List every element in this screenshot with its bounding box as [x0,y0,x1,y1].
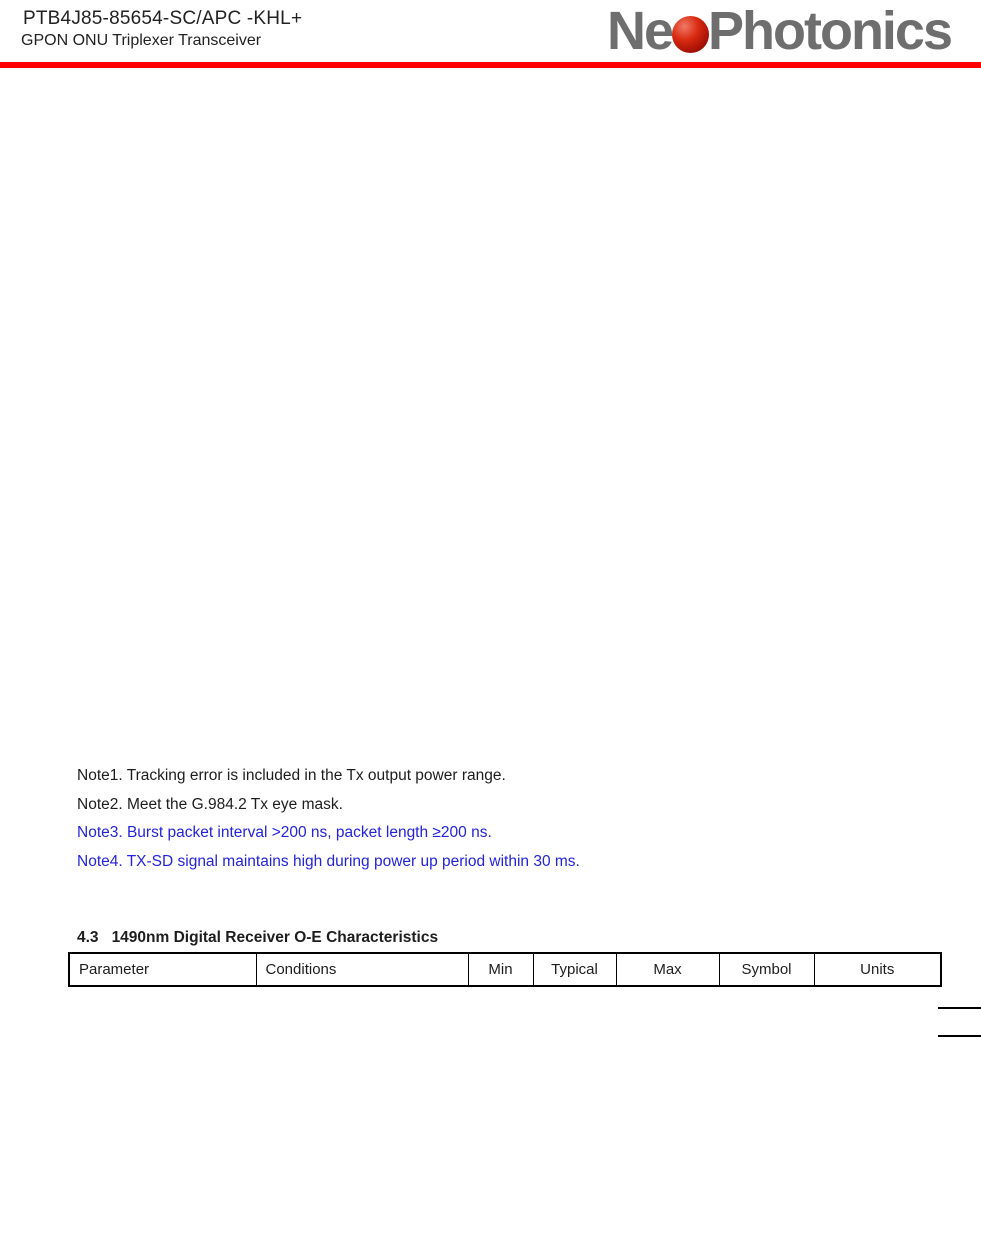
note-line: Note1. Tracking error is included in the Tx output power range. [77,767,506,784]
section-number: 4.3 [77,929,99,946]
header-rule [0,62,981,68]
column-header-min: Min [468,953,533,986]
note-line: Note4. TX-SD signal maintains high during power up period within 30 ms. [77,852,580,870]
rx-characteristics-table [68,952,942,987]
product-subtitle: GPON ONU Triplexer Transceiver [21,32,262,49]
section-heading [77,929,438,947]
part-number: PTB4J85-85654-SC/APC -KHL+ [23,8,303,29]
column-header-parameter: Parameter [69,953,256,986]
note-line: Note3. Burst packet interval >200 ns, packet length ≥200 ns. [77,824,492,841]
page-edge-artifact-line [938,1035,981,1037]
section-title: 1490nm Digital Receiver O-E Characteristics [111,929,439,946]
logo-text-suffix: Photonics [707,1,951,61]
column-header-units: Units [814,953,941,986]
column-header-max: Max [616,953,719,986]
page-edge-artifact-line [938,1007,981,1009]
notes-list [77,762,580,876]
table-header-row [69,953,941,986]
logo-dot-icon [672,16,709,53]
column-header-symbol: Symbol [719,953,814,986]
logo-text-prefix: Ne [606,1,672,61]
column-header-typical: Typical [533,953,616,986]
column-header-conditions: Conditions [256,953,468,986]
brand-logo [607,2,951,60]
note-line: Note2. Meet the G.984.2 Tx eye mask. [77,795,343,813]
